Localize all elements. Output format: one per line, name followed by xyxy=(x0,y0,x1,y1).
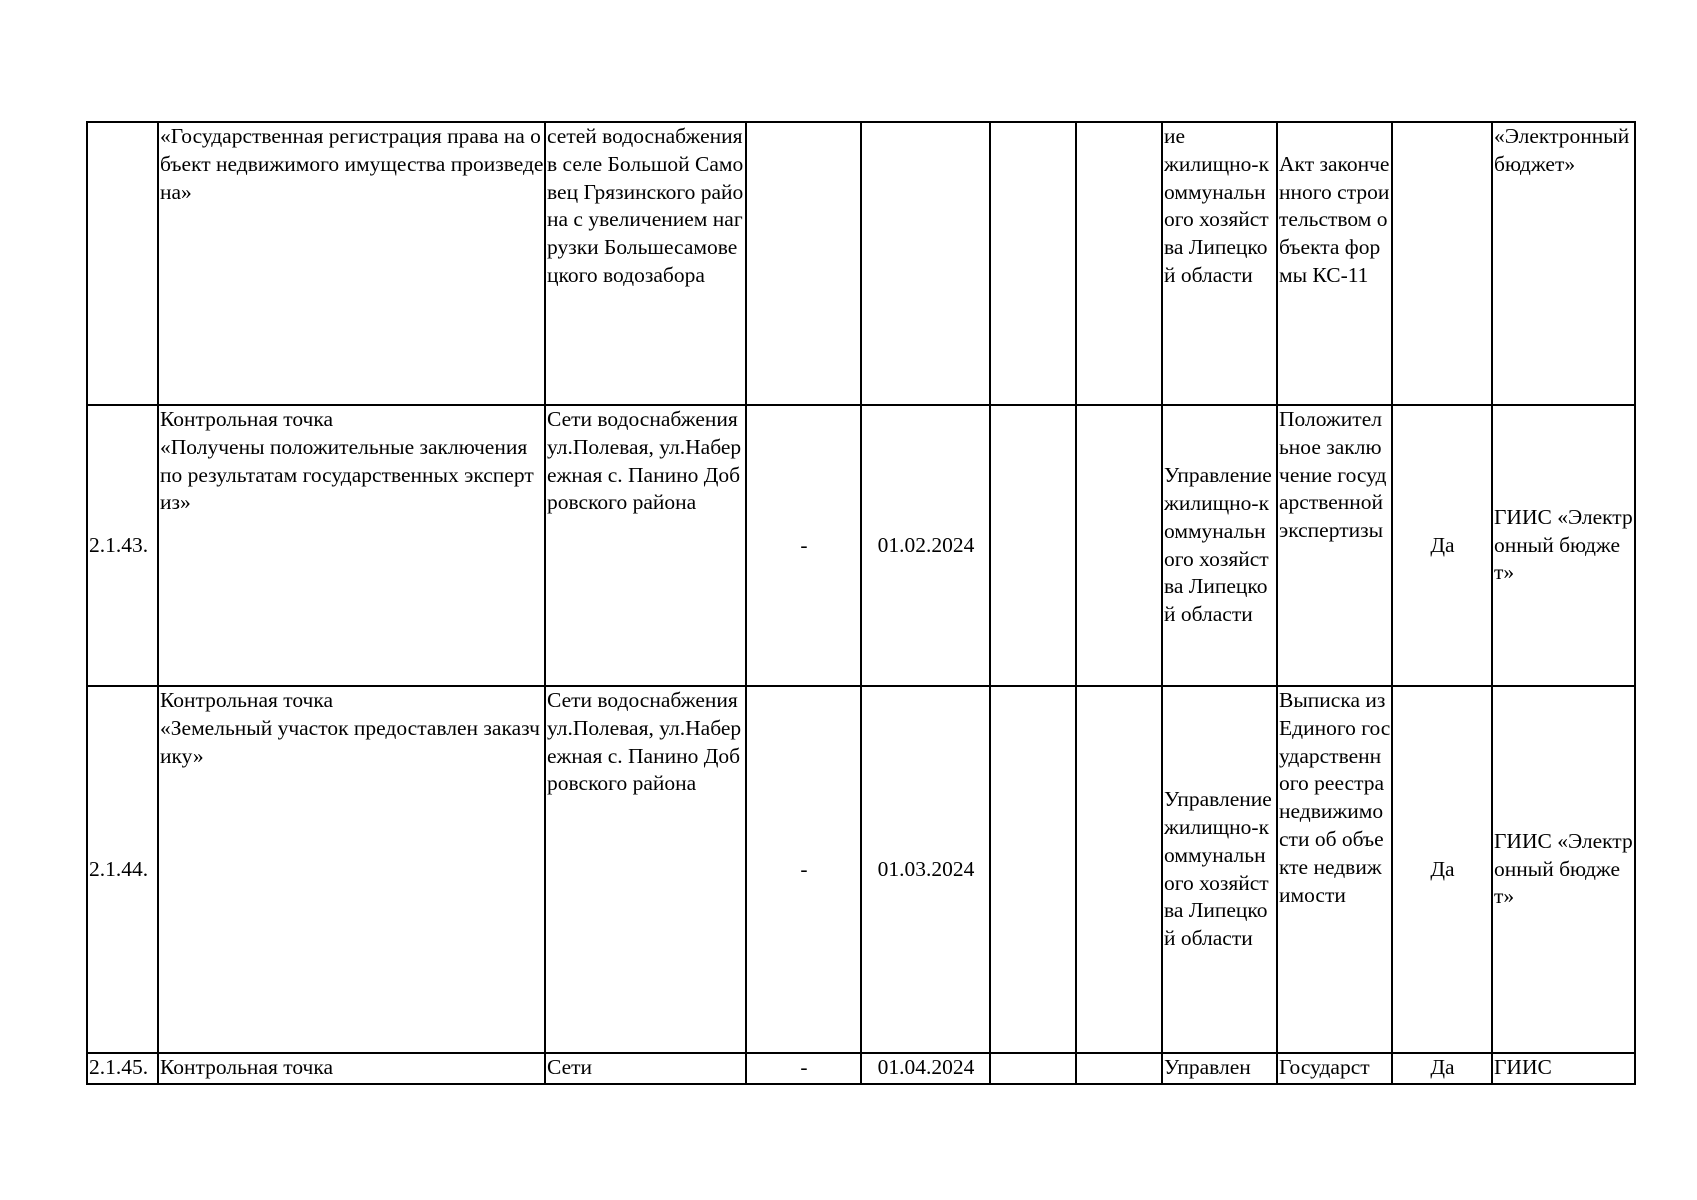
document-table xyxy=(86,121,1636,1085)
document-cell: Положительное заключение государственной экспертизы xyxy=(1277,405,1392,686)
row-number: 2.1.44. xyxy=(87,686,158,1053)
table-row xyxy=(87,686,1635,1053)
row-number xyxy=(87,122,158,405)
flag-cell: Да xyxy=(1392,405,1492,686)
event-cell: Контрольная точка «Получены положительные заключения по результатам государственных экспертиз» xyxy=(158,405,545,686)
table-row xyxy=(87,1053,1635,1084)
cell-empty xyxy=(990,686,1076,1053)
dash-cell: - xyxy=(746,1053,861,1084)
table-row xyxy=(87,122,1635,405)
responsible-cell: Управление жилищно-коммунального хозяйства Липецкой области xyxy=(1162,686,1277,1053)
system-cell: ГИИС xyxy=(1492,1053,1635,1084)
row-number: 2.1.45. xyxy=(87,1053,158,1084)
flag-cell: Да xyxy=(1392,1053,1492,1084)
document-cell: Государст xyxy=(1277,1053,1392,1084)
date-cell: 01.03.2024 xyxy=(861,686,990,1053)
cell-empty xyxy=(1076,1053,1162,1084)
object-cell: Сети xyxy=(545,1053,746,1084)
cell-empty xyxy=(1076,686,1162,1053)
row-number: 2.1.43. xyxy=(87,405,158,686)
system-cell: «Электронный бюджет» xyxy=(1492,122,1635,405)
flag-cell: Да xyxy=(1392,686,1492,1053)
system-cell: ГИИС «Электронный бюджет» xyxy=(1492,686,1635,1053)
object-cell: сетей водоснабжения в селе Большой Самовец Грязинского района с увеличением нагрузки Большесамовецкого водозабора xyxy=(545,122,746,405)
responsible-cell: Управлен xyxy=(1162,1053,1277,1084)
date-cell: 01.02.2024 xyxy=(861,405,990,686)
responsible-cell: Управление жилищно-коммунального хозяйства Липецкой области xyxy=(1162,405,1277,686)
cell-empty xyxy=(1076,405,1162,686)
object-cell: Сети водоснабжения ул.Полевая, ул.Набережная с. Панино Добровского района xyxy=(545,686,746,1053)
event-cell: Контрольная точка xyxy=(158,1053,545,1084)
event-cell: Контрольная точка «Земельный участок предоставлен заказчику» xyxy=(158,686,545,1053)
date-cell: 01.04.2024 xyxy=(861,1053,990,1084)
cell-empty xyxy=(990,1053,1076,1084)
table-row xyxy=(87,405,1635,686)
dash-cell: - xyxy=(746,686,861,1053)
flag-cell xyxy=(1392,122,1492,405)
document-cell: Акт законченного строительством объекта формы КС-11 xyxy=(1277,122,1392,405)
responsible-cell: ие жилищно-коммунального хозяйства Липецкой области xyxy=(1162,122,1277,405)
dash-cell: - xyxy=(746,405,861,686)
system-cell: ГИИС «Электронный бюджет» xyxy=(1492,405,1635,686)
event-cell: «Государственная регистрация права на объект недвижимого имущества произведена» xyxy=(158,122,545,405)
cell-empty xyxy=(746,122,861,405)
cell-empty xyxy=(1076,122,1162,405)
cell-empty xyxy=(990,405,1076,686)
object-cell: Сети водоснабжения ул.Полевая, ул.Набережная с. Панино Добровского района xyxy=(545,405,746,686)
cell-empty xyxy=(990,122,1076,405)
date-cell xyxy=(861,122,990,405)
document-cell: Выписка из Единого государственного реестра недвижимости об объекте недвижимости xyxy=(1277,686,1392,1053)
